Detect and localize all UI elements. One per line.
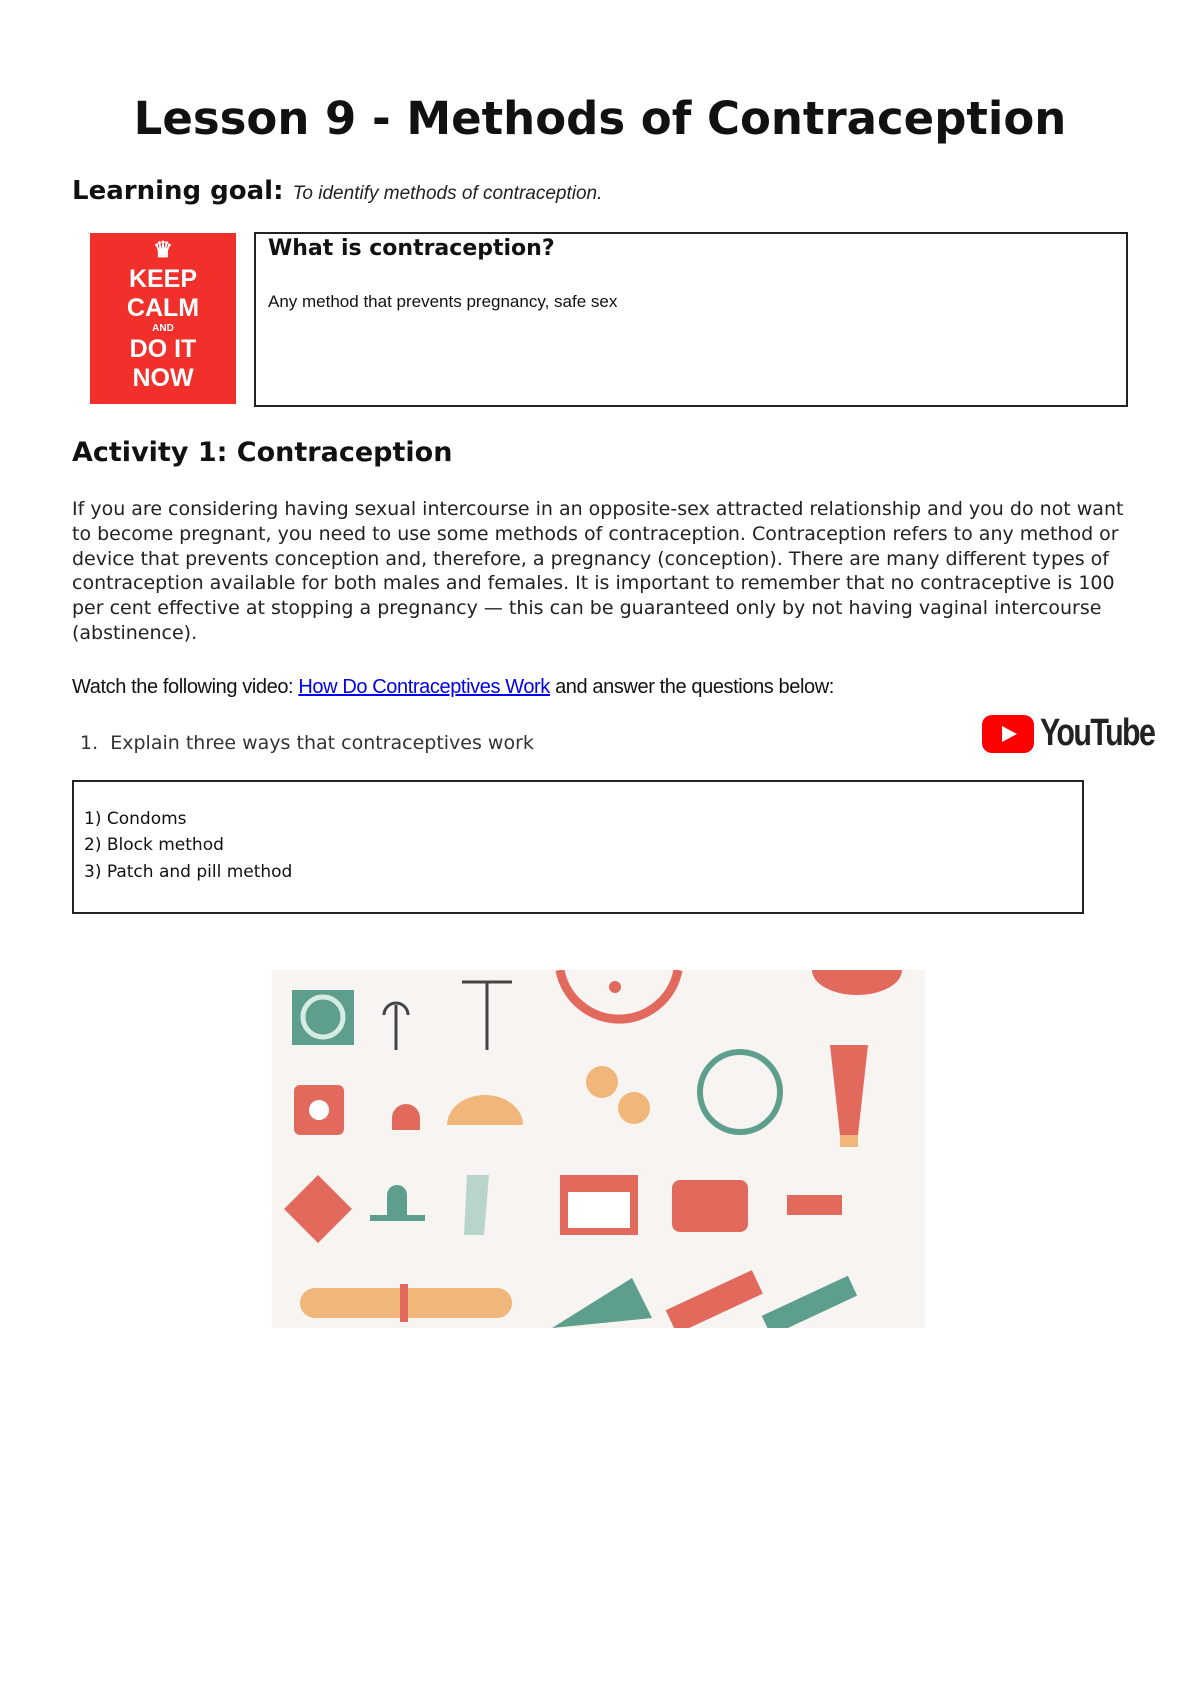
learning-goal-label: Learning goal: [72, 176, 284, 206]
poster-text: CALM [126, 294, 200, 322]
poster-text: KEEP [128, 265, 198, 293]
answer-line: 3) Patch and pill method [84, 862, 293, 882]
answer-line: 1) Condoms [84, 809, 187, 829]
question-text: Explain three ways that contraceptives work [110, 732, 534, 754]
contraceptives-illustration [272, 970, 925, 1328]
answer-line: 2) Block method [84, 835, 224, 855]
definition-box[interactable] [254, 232, 1128, 407]
male-condom-icon [370, 1185, 425, 1221]
poster-text: AND [152, 323, 174, 334]
crown-icon: ♛ [153, 237, 173, 262]
definition-answer[interactable]: Any method that prevents pregnancy, safe sex [268, 292, 618, 311]
pill-strip-icon [666, 1270, 763, 1328]
spermicide-icon [464, 1175, 489, 1235]
condom-wrapper-icon [292, 990, 354, 1045]
answer-box[interactable] [72, 780, 1084, 914]
watch-suffix: and answer the questions below: [549, 676, 834, 698]
suppository-icon [552, 1278, 652, 1328]
activity-paragraph: If you are considering having sexual intercourse in an opposite-sex attracted relationship and you do not want to become pregnant, you need to use some methods of contraception. Contraception refers to any method or device that prevents conception and, therefore, a pregnancy (conception). There are many different types of contraception available for both males and females. It is important to remember that no contraceptive is 100 per cent effective at stopping a pregnancy — this can be guaranteed only by not having vaginal intercourse (abstinence). [72, 498, 1124, 644]
learning-goal-text: To identify methods of contraception. [292, 183, 603, 204]
activity-heading: Activity 1: Contraception [72, 437, 453, 468]
patch-icon [787, 1195, 842, 1215]
question-1 [80, 732, 534, 754]
diaphragm-ring-icon [560, 970, 678, 1019]
pills-icon [586, 1066, 650, 1124]
female-condom-icon [284, 1175, 352, 1243]
ring-icon [700, 1052, 780, 1132]
play-icon [982, 715, 1034, 753]
pill-dial-icon [812, 970, 902, 995]
learning-goal [72, 176, 602, 206]
poster-text: NOW [132, 364, 194, 392]
gel-tube-icon [830, 1045, 868, 1135]
definition-question: What is contraception? [268, 236, 555, 261]
cervical-cap-icon [392, 1104, 420, 1130]
poster-text: DO IT [129, 335, 197, 363]
injection-icon [762, 1276, 857, 1328]
video-link[interactable]: How Do Contraceptives Work [298, 676, 550, 698]
calendar-icon [560, 1175, 638, 1235]
iud-icon [384, 982, 512, 1050]
youtube-wordmark: YouTube [1040, 712, 1155, 754]
watch-prefix: Watch the following video: [72, 676, 299, 698]
diaphragm-icon [447, 1095, 523, 1125]
keep-calm-poster [90, 233, 236, 404]
question-number: 1. [80, 732, 99, 754]
watch-instruction [72, 676, 834, 699]
youtube-logo[interactable] [982, 712, 1183, 755]
page-title: Lesson 9 - Methods of Contraception [133, 92, 1067, 145]
pill-pack-icon [672, 1180, 748, 1232]
